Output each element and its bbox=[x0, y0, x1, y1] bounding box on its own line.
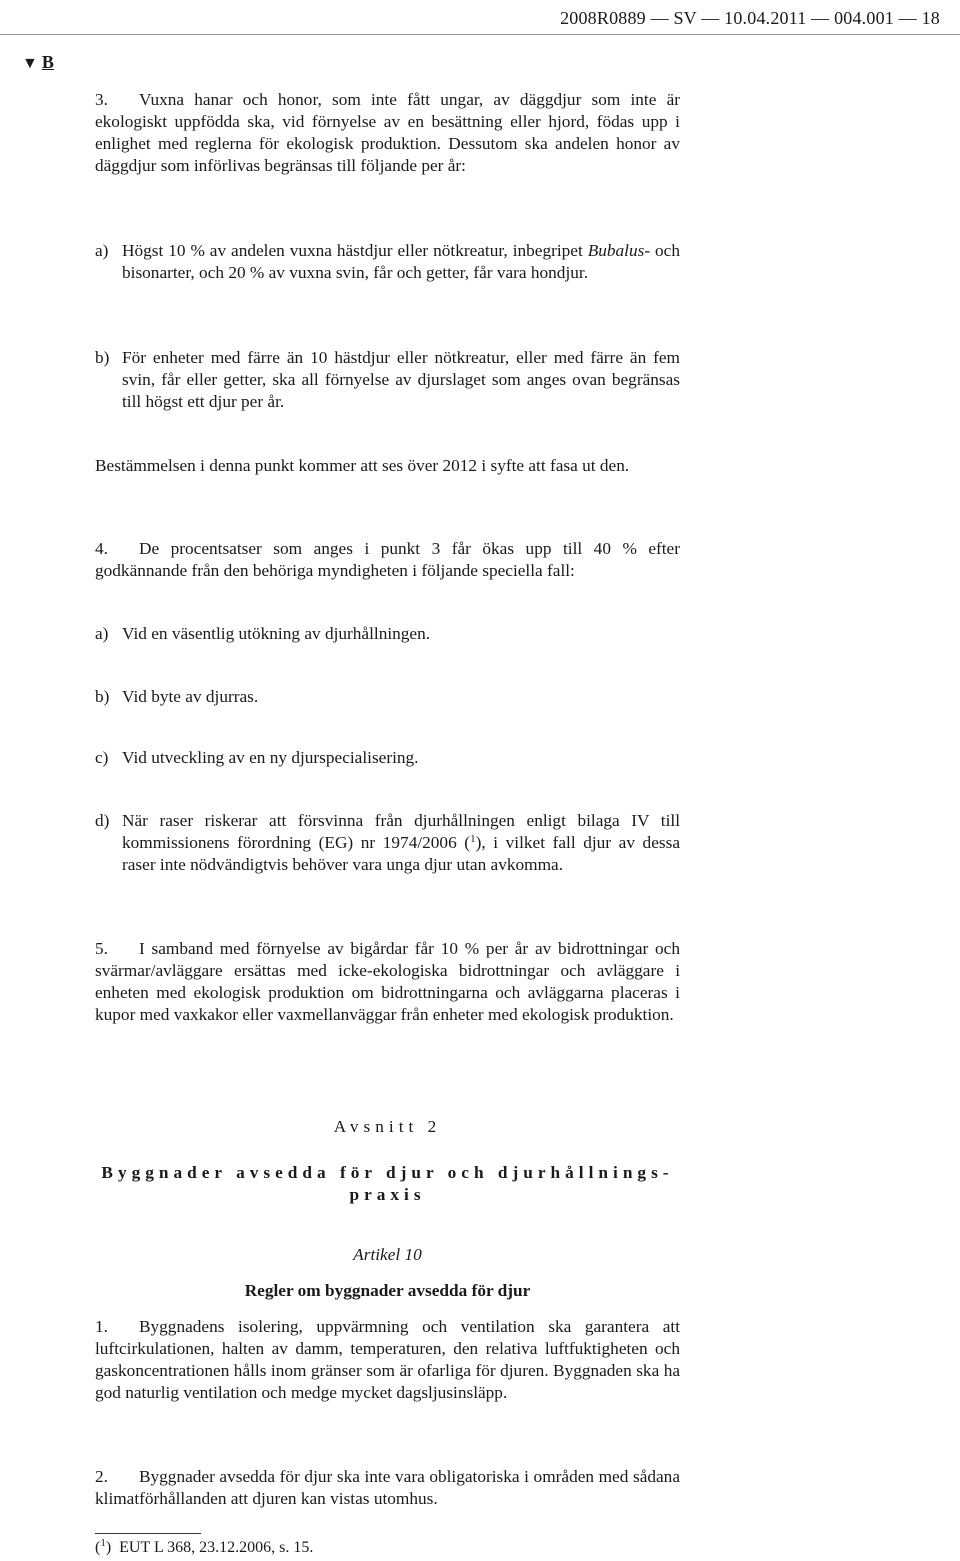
paragraph-text: Byggnader avsedda för djur ska inte vara obligatoriska i områden med sådana klimatförhållanden att djuren kan vistas utomhus. bbox=[95, 1467, 680, 1508]
article-title: Regler om byggnader avsedda för djur bbox=[244, 1281, 531, 1300]
article-label: Artikel 10 bbox=[353, 1245, 422, 1264]
section-title-line-1: Byggnader avsedda för djur och djurhållnings- bbox=[101, 1163, 674, 1182]
paragraph-4-item-b bbox=[95, 686, 680, 708]
item-label: c) bbox=[95, 748, 109, 767]
item-text: Vid utveckling av en ny djurspecialisering. bbox=[122, 748, 419, 767]
paragraph-text: Vuxna hanar och honor, som inte fått ungar, av däggdjur som inte är ekologiskt uppfödda ska, vid förnyelse av en besättning eller hjord, födas upp i enlighet med reglerna för ekologisk produktion. Dessutom ska andelen honor av däggdjur som införlivas begränsas till följande per år: bbox=[95, 90, 680, 175]
section-label: Avsnitt 2 bbox=[333, 1117, 442, 1136]
italic-term: Bubalus bbox=[587, 241, 645, 260]
paragraph-3-item-b bbox=[95, 347, 680, 413]
paragraph-3 bbox=[95, 89, 680, 177]
paragraph-text: Byggnadens isolering, uppvärmning och ventilation ska garantera att luftcirkulationen, halten av damm, temperaturen, den relativa luftfuktigheten och gaskoncentrationen hålls inom gränser som är ofarliga för djuren. Byggnaden ska ha god naturlig ventilation och medge mycket dagsljusinsläpp. bbox=[95, 1317, 680, 1402]
marker-label: B bbox=[41, 52, 54, 72]
item-label: a) bbox=[95, 241, 109, 260]
item-label: d) bbox=[95, 811, 110, 830]
footnote-ref: 1 bbox=[470, 833, 476, 845]
paragraph-text: I samband med förnyelse av bigårdar får 10 % per år av bidrottningar och svärmar/avläggare ersättas med icke-ekologiska bidrottningar och avläggare i enheten med ekologisk produktion om bidrottningarna och avläggarna placeras i kupor med vaxkakor eller vaxmellanväggar från enheter med ekologisk produktion. bbox=[95, 939, 680, 1024]
item-text: När raser riskerar att försvinna från djurhållningen enligt bilaga IV till kommissionens förordning (EG) nr 1974/2006 ($^1$), i vilket fall djur av dessa raser inte nödvändigtvis behöver vara unga djur utan avkomma. bbox=[122, 811, 680, 874]
footnote-text: EUT L 368, 23.12.2006, s. 15. bbox=[119, 1539, 314, 1556]
paragraph-3-item-a bbox=[95, 240, 680, 284]
triangle-down-icon: ▼ bbox=[22, 55, 38, 72]
item-text: Högst 10 % av andelen vuxna hästdjur eller nötkreatur, inbegripet Bubalus- och bisonarter, och 20 % av vuxna svin, får och getter, får vara hondjur. bbox=[122, 241, 680, 282]
footnote-number: 1 bbox=[100, 1537, 106, 1549]
section-title-line-2: praxis bbox=[349, 1185, 426, 1204]
paragraph-4 bbox=[95, 538, 680, 582]
item-label: b) bbox=[95, 687, 110, 706]
item-text: Vid en väsentlig utökning av djurhållningen. bbox=[122, 624, 431, 643]
amendment-marker bbox=[22, 52, 54, 73]
review-clause: Bestämmelsen i denna punkt kommer att ses över 2012 i syfte att fasa ut den. bbox=[95, 456, 630, 475]
paragraph-number: 4. bbox=[95, 539, 108, 558]
footnote-divider bbox=[95, 1533, 201, 1534]
paragraph-text: De procentsatser som anges i punkt 3 får ökas upp till 40 % efter godkännande från den behöriga myndigheten i följande speciella fall: bbox=[95, 539, 680, 580]
item-label: a) bbox=[95, 624, 109, 643]
article-paragraph-2 bbox=[95, 1466, 680, 1510]
paragraph-4-item-a bbox=[95, 623, 680, 645]
paragraph-number: 3. bbox=[95, 90, 108, 109]
paragraph-number: 1. bbox=[95, 1317, 108, 1336]
item-text: För enheter med färre än 10 hästdjur eller nötkreatur, eller med färre än fem svin, får eller getter, ska all förnyelse av djurslaget som anges ovan begränsas till högst ett djur per år. bbox=[122, 348, 680, 411]
paragraph-4-item-d bbox=[95, 810, 680, 876]
paragraph-number: 5. bbox=[95, 939, 108, 958]
paragraph-number: 2. bbox=[95, 1467, 108, 1486]
footnote: ($^1$) EUT L 368, 23.12.2006, s. 15. bbox=[95, 1537, 314, 1556]
paragraph-4-item-c bbox=[95, 747, 680, 769]
paragraph-5 bbox=[95, 938, 680, 1026]
item-label: b) bbox=[95, 348, 110, 367]
item-text: Vid byte av djurras. bbox=[122, 687, 259, 706]
page-header bbox=[0, 0, 960, 35]
article-paragraph-1 bbox=[95, 1316, 680, 1404]
document-reference: 2008R0889 — SV — 10.04.2011 — 004.001 — 18 bbox=[560, 8, 940, 28]
